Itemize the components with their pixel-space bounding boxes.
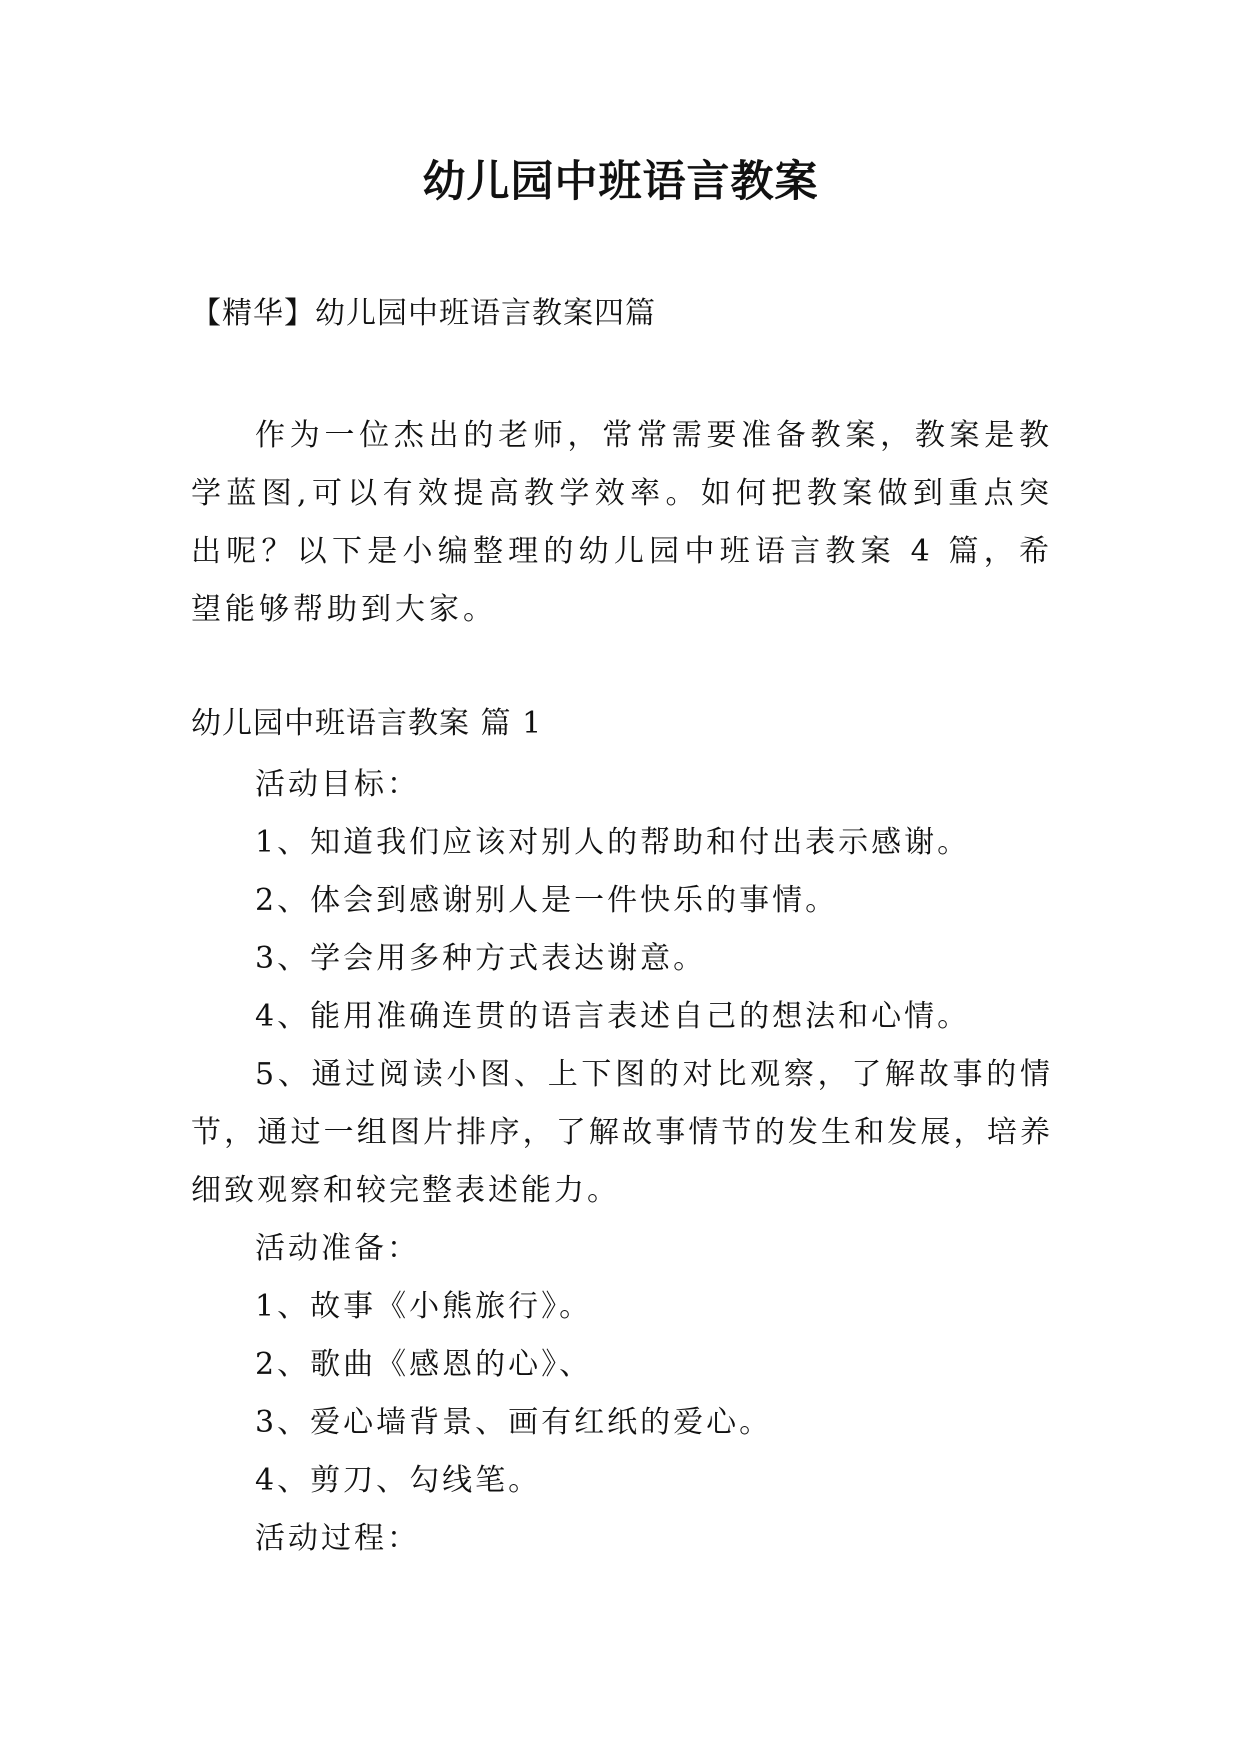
paragraph-goal-5: 5、通过阅读小图、上下图的对比观察，了解故事的情节，通过一组图片排序，了解故事情节的发生和发展，培养细致观察和较完整表述能力。 xyxy=(191,1057,1053,1208)
paragraph-goal-2: 2、体会到感谢别人是一件快乐的事情。 xyxy=(255,883,839,918)
paragraph-goal-3: 3、学会用多种方式表达谢意。 xyxy=(255,941,707,976)
paragraph-prep-2: 2、歌曲《感恩的心》、 xyxy=(255,1347,593,1382)
document-title: 幼儿园中班语言教案 xyxy=(422,157,819,207)
paragraph-goal-1: 1、知道我们应该对别人的帮助和付出表示感谢。 xyxy=(255,825,971,860)
section-body xyxy=(191,756,1053,1568)
paragraph-activity-goals: 活动目标： xyxy=(255,767,420,802)
document-subtitle: 【精华】幼儿园中班语言教案四篇 xyxy=(191,296,656,331)
paragraph-activity-process: 活动过程： xyxy=(255,1521,420,1556)
section-heading: 幼儿园中班语言教案 篇 1 xyxy=(191,706,543,741)
intro-paragraph: 作为一位杰出的老师，常常需要准备教案，教案是教学蓝图,可以有效提高教学效率。如何把教案做到重点突出呢？以下是小编整理的幼儿园中班语言教案 4 篇，希望能够帮助到大家。 xyxy=(191,418,1053,627)
paragraph-prep-3: 3、爱心墙背景、画有红纸的爱心。 xyxy=(255,1405,773,1440)
paragraph-goal-4: 4、能用准确连贯的语言表述自己的想法和心情。 xyxy=(255,999,971,1034)
paragraph-activity-prep: 活动准备： xyxy=(255,1231,420,1266)
paragraph-prep-1: 1、故事《小熊旅行》。 xyxy=(255,1289,593,1324)
paragraph-prep-4: 4、剪刀、勾线笔。 xyxy=(255,1463,542,1498)
